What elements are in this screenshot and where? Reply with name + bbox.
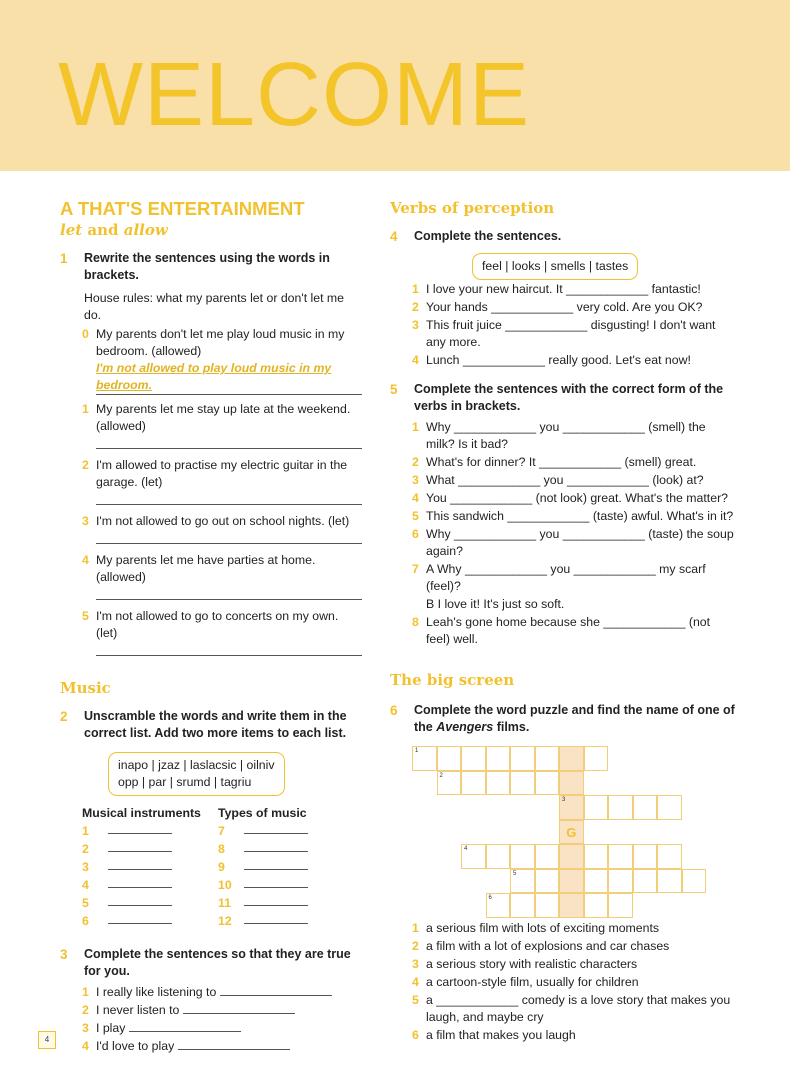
word-box-line: inapo | jzaz | laslacsic | oilniv: [118, 758, 275, 772]
puzzle-cell[interactable]: [461, 771, 486, 796]
sentence-item: [60, 552, 362, 586]
row-number: 1: [82, 824, 89, 838]
puzzle-cell[interactable]: [584, 844, 609, 869]
item-number: 3: [412, 473, 419, 487]
clue-item: [390, 1027, 735, 1044]
item-number: 3: [412, 318, 419, 332]
exercise-4-heading: [390, 228, 735, 245]
item-number: 4: [412, 491, 419, 505]
exercise-1-heading: [60, 250, 362, 284]
word-box-line: opp | par | srumd | tagriu: [118, 775, 252, 789]
item-number: 2: [412, 939, 419, 953]
item-text: a ____________ comedy is a love story that makes you laugh, and maybe cry: [426, 993, 731, 1024]
item-number: 4: [412, 975, 419, 989]
left-column: [60, 198, 362, 1055]
page-number: 4: [38, 1031, 56, 1049]
sub-let: let: [60, 221, 83, 239]
clue-item: [390, 920, 735, 937]
item-text: a cartoon-style film, usually for children: [426, 975, 639, 989]
puzzle-cell[interactable]: [559, 869, 584, 894]
row-number: 6: [82, 914, 89, 928]
sentence-item: [390, 454, 735, 471]
item-number: 8: [412, 615, 419, 629]
answer-blank[interactable]: [244, 894, 308, 906]
answer-blank[interactable]: [108, 858, 172, 870]
puzzle-cell[interactable]: [535, 869, 560, 894]
exercise-number: 4: [390, 229, 398, 244]
puzzle-cell[interactable]: [486, 893, 511, 918]
puzzle-cell[interactable]: [633, 795, 658, 820]
item-number: 1: [412, 420, 419, 434]
puzzle-cell[interactable]: [633, 869, 658, 894]
example-answer: I'm not allowed to play loud music in my bedroom.: [96, 360, 362, 395]
puzzle-cell[interactable]: [682, 869, 707, 894]
item-number: 3: [82, 1021, 89, 1035]
list-row: [82, 840, 218, 858]
item-number: 0: [82, 327, 89, 341]
answer-line[interactable]: [96, 586, 362, 600]
row-number: 11: [218, 896, 231, 910]
answer-blank[interactable]: [244, 858, 308, 870]
instruction: Unscramble the words and write them in the correct list. Add two more items to each list.: [84, 709, 347, 740]
clue-number: 3: [562, 797, 566, 803]
clue-item: [390, 974, 735, 991]
puzzle-cell[interactable]: [510, 746, 535, 771]
puzzle-cell[interactable]: [535, 844, 560, 869]
item-number: 2: [412, 455, 419, 469]
puzzle-cell[interactable]: [510, 893, 535, 918]
item-text: You ____________ (not look) great. What's the matter?: [426, 491, 728, 505]
puzzle-cell[interactable]: [510, 771, 535, 796]
word-puzzle: [412, 746, 735, 916]
given-letter: G: [566, 824, 577, 840]
item-text: I never listen to: [96, 1003, 180, 1017]
row-number: 7: [218, 824, 225, 838]
item-text: B I love it! It's just so soft.: [426, 597, 565, 611]
list-row: [82, 822, 218, 840]
item-text: a film with a lot of explosions and car chases: [426, 939, 670, 953]
list-row: [218, 912, 354, 930]
puzzle-cell[interactable]: [608, 893, 633, 918]
item-text: Why ____________ you ____________ (smell) the milk? Is it bad?: [426, 420, 706, 451]
item-number: 3: [412, 957, 419, 971]
row-number: 10: [218, 878, 232, 892]
puzzle-cell[interactable]: [486, 771, 511, 796]
sentence-item: [390, 490, 735, 507]
item-text: What ____________ you ____________ (look) at?: [426, 473, 704, 487]
list-row: [82, 912, 218, 930]
answer-blank[interactable]: [129, 1020, 241, 1032]
puzzle-cell[interactable]: [559, 820, 584, 845]
clue-item: [390, 992, 735, 1026]
section-big-screen: The big screen: [390, 671, 515, 689]
puzzle-cell[interactable]: [535, 893, 560, 918]
exercise-number: 3: [60, 947, 68, 962]
sentence-item: [60, 984, 362, 1001]
answer-blank[interactable]: [244, 822, 308, 834]
item-number: 4: [82, 553, 89, 567]
exercise-2-heading: [60, 708, 362, 742]
sentence-item: [390, 317, 735, 351]
sentence-item: [390, 299, 735, 316]
sentence-item: [390, 596, 735, 613]
item-number: 2: [82, 458, 89, 472]
exercise-5-heading: [390, 381, 735, 415]
instruction: [414, 702, 735, 736]
item-text: My parents don't let me play loud music in my bedroom. (allowed): [96, 327, 345, 358]
exercise-3-heading: [60, 946, 362, 980]
item-text: What's for dinner? It ____________ (smell) great.: [426, 455, 697, 469]
answer-blank[interactable]: [244, 876, 308, 888]
item-text: Lunch ____________ really good. Let's eat now!: [426, 353, 691, 367]
sentence-item: [390, 526, 735, 560]
puzzle-cell[interactable]: [657, 795, 682, 820]
page-title: WELCOME: [58, 45, 531, 145]
puzzle-cell[interactable]: [486, 746, 511, 771]
answer-blank[interactable]: [183, 1002, 295, 1014]
puzzle-cell[interactable]: [559, 893, 584, 918]
item-number: 2: [412, 300, 419, 314]
puzzle-cell[interactable]: [486, 844, 511, 869]
instruction-part: films.: [493, 720, 530, 734]
exercise-number: 1: [60, 251, 68, 266]
instruction-part: Complete the word puzzle and find the name of one of the: [414, 703, 735, 734]
list-row: [218, 876, 354, 894]
sentence-item: [60, 608, 362, 642]
puzzle-cell[interactable]: [461, 844, 486, 869]
puzzle-cell[interactable]: [559, 771, 584, 796]
section-music: Music: [60, 679, 111, 697]
sentence-item: [60, 326, 362, 360]
word-lists: [60, 804, 362, 930]
item-number: 5: [82, 609, 89, 623]
puzzle-cell[interactable]: [584, 795, 609, 820]
answer-line[interactable]: [96, 642, 362, 656]
puzzle-cell[interactable]: [461, 746, 486, 771]
puzzle-cell[interactable]: [559, 795, 584, 820]
sub-allow: allow: [123, 221, 168, 239]
item-text: a serious film with lots of exciting moments: [426, 921, 660, 935]
item-text: I play: [96, 1021, 126, 1035]
sub-and: and: [82, 221, 124, 239]
item-number: [412, 596, 426, 613]
puzzle-cell[interactable]: [584, 869, 609, 894]
sentence-item: [390, 419, 735, 453]
answer-line[interactable]: [96, 491, 362, 505]
item-number: 5: [412, 509, 419, 523]
item-text: My parents let me have parties at home. (allowed): [96, 553, 316, 584]
item-number: 2: [82, 1003, 89, 1017]
clue-number: 4: [464, 846, 468, 852]
item-text: Your hands ____________ very cold. Are you OK?: [426, 300, 703, 314]
exercise-number: 5: [390, 382, 398, 397]
item-text: I really like listening to: [96, 985, 217, 999]
sentence-item: [390, 352, 735, 369]
list-row: [218, 840, 354, 858]
item-number: 3: [82, 514, 89, 528]
exercise-6-heading: [390, 702, 735, 736]
clue-number: 2: [439, 772, 443, 779]
instruction: Complete the sentences so that they are true for you.: [84, 947, 351, 978]
word-box: [108, 752, 285, 796]
instruction: Complete the sentences.: [414, 229, 562, 243]
sentence-item: [60, 401, 362, 435]
clue-item: [390, 938, 735, 955]
exercise-number: 2: [60, 709, 68, 724]
answer-blank[interactable]: [220, 984, 332, 996]
row-number: 8: [218, 842, 225, 856]
word-box: feel | looks | smells | tastes: [472, 253, 638, 280]
item-text: I'm not allowed to go out on school nights. (let): [96, 514, 350, 528]
item-text: Why ____________ you ____________ (taste) the soup again?: [426, 527, 734, 558]
instruction-italic: Avengers: [436, 720, 494, 734]
list-row: [218, 858, 354, 876]
clue-number: 1: [415, 748, 419, 754]
row-number: 9: [218, 860, 225, 874]
item-number: 4: [82, 1039, 89, 1053]
list-header: Types of music: [218, 806, 307, 820]
puzzle-cell[interactable]: [584, 893, 609, 918]
sentence-item: [390, 472, 735, 489]
section-verbs-of-perception: Verbs of perception: [390, 199, 555, 217]
list-row: [82, 894, 218, 912]
puzzle-cell[interactable]: [657, 869, 682, 894]
item-number: 1: [412, 282, 419, 296]
row-number: 12: [218, 914, 232, 928]
puzzle-cell[interactable]: [559, 844, 584, 869]
item-number: 6: [412, 527, 419, 541]
row-number: 5: [82, 896, 89, 910]
puzzle-cell[interactable]: [510, 869, 535, 894]
row-number: 2: [82, 842, 89, 856]
intro-text: House rules: what my parents let or don't let me do.: [84, 291, 345, 322]
puzzle-cell[interactable]: [608, 869, 633, 894]
instruction: Complete the sentences with the correct form of the verbs in brackets.: [414, 382, 724, 413]
sentence-item: [390, 614, 735, 648]
item-number: 5: [412, 993, 419, 1007]
puzzle-cell[interactable]: [510, 844, 535, 869]
answer-blank[interactable]: [244, 840, 308, 852]
answer-blank[interactable]: [108, 912, 172, 924]
list-row: [218, 894, 354, 912]
item-text: I'm not allowed to go to concerts on my own. (let): [96, 609, 339, 640]
item-number: 4: [412, 353, 419, 367]
answer-blank[interactable]: [178, 1038, 290, 1050]
exercise-number: 6: [390, 703, 398, 718]
answer-blank[interactable]: [108, 894, 172, 906]
puzzle-cell[interactable]: [535, 771, 560, 796]
item-text: This sandwich ____________ (taste) awful. What's in it?: [426, 509, 734, 523]
clue-number: 6: [488, 895, 492, 901]
puzzle-cell[interactable]: [559, 746, 584, 771]
answer-blank[interactable]: [244, 912, 308, 924]
list-row: [82, 876, 218, 894]
item-text: I'm allowed to practise my electric guitar in the garage. (let): [96, 458, 348, 489]
item-text: My parents let me stay up late at the weekend. (allowed): [96, 402, 351, 433]
answer-blank[interactable]: [108, 840, 172, 852]
clue-item: [390, 956, 735, 973]
sentence-item: [60, 513, 362, 530]
unit-title: A THAT'S ENTERTAINMENT: [60, 198, 305, 219]
puzzle-cell[interactable]: [657, 844, 682, 869]
answer-line[interactable]: [96, 435, 362, 449]
sentence-item: [60, 1038, 362, 1055]
answer-line[interactable]: [96, 530, 362, 544]
item-number: 7: [412, 562, 419, 576]
list-header: Musical instruments: [82, 806, 201, 820]
row-number: 3: [82, 860, 89, 874]
puzzle-cell[interactable]: [437, 746, 462, 771]
item-text: a film that makes you laugh: [426, 1028, 576, 1042]
puzzle-cell[interactable]: [412, 746, 437, 771]
exercise-1-items: [60, 326, 362, 656]
puzzle-cell[interactable]: [584, 746, 609, 771]
item-text: A Why ____________ you ____________ my scarf (feel)?: [426, 562, 706, 593]
sentence-item: [390, 281, 735, 298]
puzzle-cell[interactable]: [608, 844, 633, 869]
sentence-item: [60, 1002, 362, 1019]
instruction: Rewrite the sentences using the words in brackets.: [84, 251, 330, 282]
list-row: [82, 858, 218, 876]
answer-blank[interactable]: [108, 876, 172, 888]
sentence-item: [390, 508, 735, 525]
item-text: a serious story with realistic characters: [426, 957, 638, 971]
item-number: 6: [412, 1028, 419, 1042]
puzzle-cell[interactable]: [437, 771, 462, 796]
item-number: 1: [82, 985, 89, 999]
puzzle-cell[interactable]: [535, 746, 560, 771]
puzzle-cell[interactable]: [608, 795, 633, 820]
item-text: I'd love to play: [96, 1039, 175, 1053]
item-text: I love your new haircut. It ____________ fantastic!: [426, 282, 701, 296]
row-number: 4: [82, 878, 89, 892]
clue-number: 5: [513, 870, 517, 877]
list-row: [218, 822, 354, 840]
sentence-item: [390, 561, 735, 595]
item-text: This fruit juice ____________ disgusting! I don't want any more.: [426, 318, 716, 349]
right-column: [390, 198, 735, 1044]
item-text: Leah's gone home because she ____________ (not feel) well.: [426, 615, 711, 646]
item-number: 1: [412, 921, 419, 935]
section-let-allow: [60, 220, 362, 240]
answer-blank[interactable]: [108, 822, 172, 834]
sentence-item: [60, 457, 362, 491]
sentence-item: [60, 1020, 362, 1037]
puzzle-cell[interactable]: [633, 844, 658, 869]
item-number: 1: [82, 402, 89, 416]
